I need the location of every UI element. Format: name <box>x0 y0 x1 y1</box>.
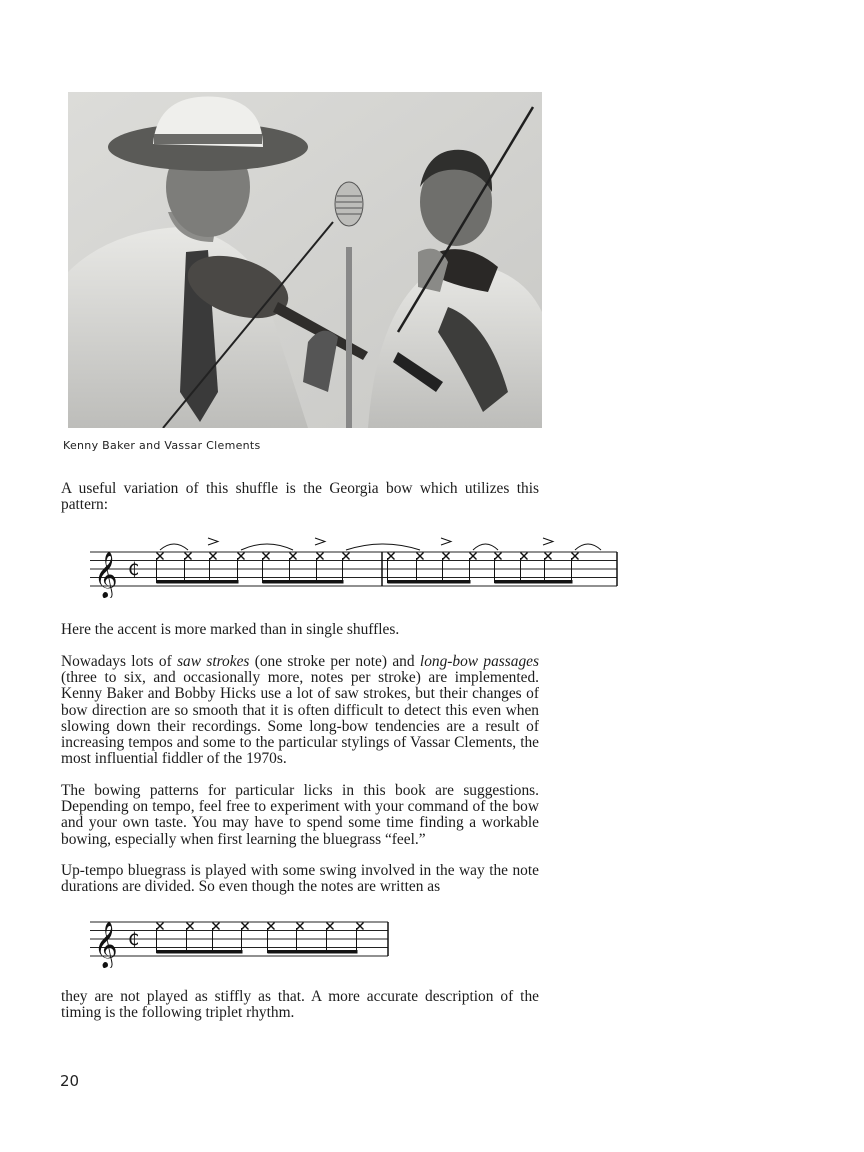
x-notehead-icon <box>185 553 192 560</box>
accent-icon <box>208 538 218 545</box>
x-notehead-icon <box>357 923 364 930</box>
x-notehead-icon <box>470 553 477 560</box>
beam <box>268 950 358 954</box>
x-notehead-icon <box>157 923 164 930</box>
treble-clef-icon: 𝄞 <box>94 922 118 968</box>
x-notehead-icon <box>495 553 502 560</box>
x-notehead-icon <box>210 553 217 560</box>
slur <box>575 544 601 550</box>
cut-time-icon: ₵ <box>128 559 140 580</box>
beam <box>495 580 573 584</box>
x-notehead-icon <box>388 553 395 560</box>
photo-kenny-baker-vassar-clements <box>68 92 542 428</box>
beam <box>263 580 344 584</box>
staff-notes <box>157 923 364 954</box>
music-staff-straight-eighths <box>88 906 398 968</box>
accent-icon <box>441 538 451 545</box>
x-notehead-icon <box>157 553 164 560</box>
x-notehead-icon <box>263 553 270 560</box>
paragraph-up-tempo: Up-tempo bluegrass is played with some swing involved in the way the note durations are divided. So even though the notes are written as <box>61 862 539 896</box>
x-notehead-icon <box>187 923 194 930</box>
x-notehead-icon <box>213 923 220 930</box>
x-notehead-icon <box>572 553 579 560</box>
x-notehead-icon <box>268 923 275 930</box>
term-saw-strokes: saw strokes <box>177 653 250 670</box>
accent-icon <box>315 538 325 545</box>
x-notehead-icon <box>242 923 249 930</box>
beam <box>388 580 471 584</box>
x-notehead-icon <box>545 553 552 560</box>
paragraph-saw-strokes: Nowadays lots of saw strokes (one stroke per note) and long-bow passages (three to six, and occasionally more, notes per stroke) are implemented. Kenny Baker and Bobby Hicks use a lot of saw strokes, but their changes of bow direction are so smooth that it is often difficult to detect this even when slowing down their recordings. Some long-bow tendencies are a result of increasing tempos and some to the particular stylings of Vassar Clements, the most influential fiddler of the 1970s. <box>61 653 539 768</box>
paragraph-georgia-bow-intro: A useful variation of this shuffle is the Georgia bow which utilizes this pattern: <box>61 480 539 514</box>
paragraph-bowing-patterns: The bowing patterns for particular licks in this book are suggestions. Depending on tempo, feel free to experiment with your command of the bow and your own taste. You may have to spend some time finding a workable bowing, especially when first learning the bluegrass “feel.” <box>61 782 539 848</box>
slur <box>473 544 498 550</box>
x-notehead-icon <box>290 553 297 560</box>
beam <box>157 580 239 584</box>
paragraph-triplet: they are not played as stiffly as that. A more accurate description of the timing is the following triplet rhythm. <box>61 988 539 1022</box>
paragraph-accent: Here the accent is more marked than in single shuffles. <box>61 621 400 638</box>
x-notehead-icon <box>317 553 324 560</box>
music-staff-georgia-bow <box>88 536 633 598</box>
treble-clef-icon: 𝄞 <box>94 552 118 598</box>
x-notehead-icon <box>327 923 334 930</box>
photo-caption: Kenny Baker and Vassar Clements <box>63 439 261 452</box>
slur <box>160 544 188 550</box>
photo-illustration <box>68 92 542 428</box>
x-notehead-icon <box>297 923 304 930</box>
x-notehead-icon <box>417 553 424 560</box>
slur <box>241 544 293 550</box>
slur <box>346 544 420 550</box>
x-notehead-icon <box>238 553 245 560</box>
x-notehead-icon <box>443 553 450 560</box>
beam <box>157 950 243 954</box>
page-number: 20 <box>60 1072 80 1090</box>
accent-icon <box>543 538 553 545</box>
term-long-bow-passages: long-bow passages <box>419 653 539 670</box>
x-notehead-icon <box>521 553 528 560</box>
cut-time-icon: ₵ <box>128 929 140 950</box>
x-notehead-icon <box>343 553 350 560</box>
